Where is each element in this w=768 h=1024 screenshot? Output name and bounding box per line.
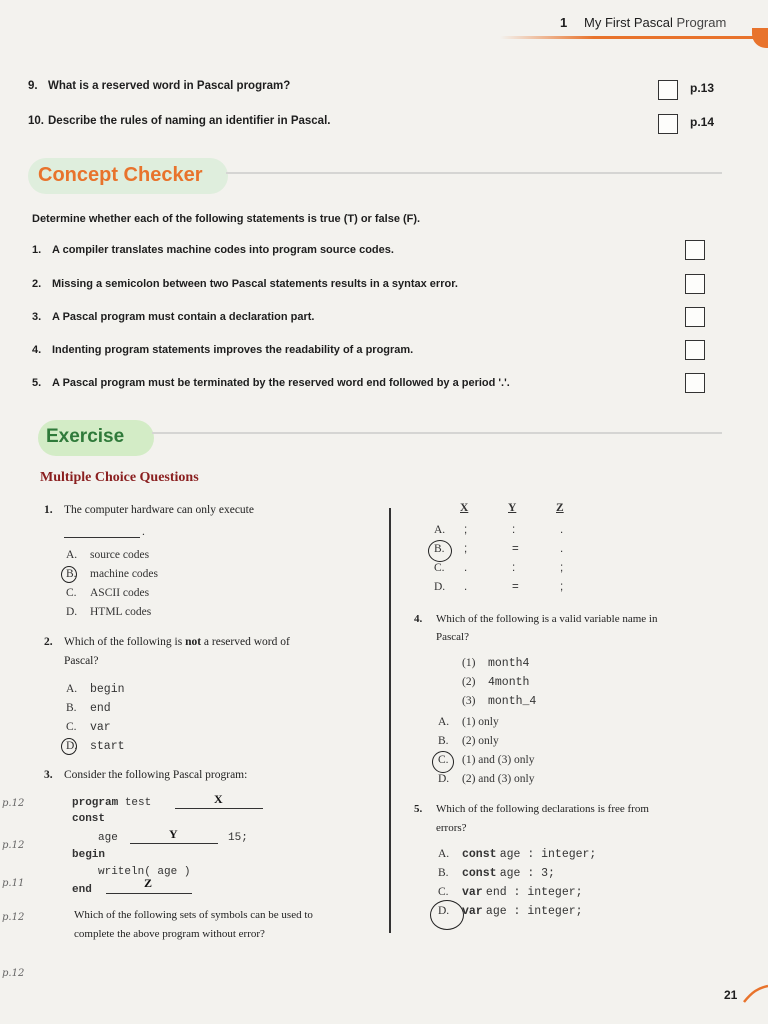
tf-statement-3: 3. A Pascal program must contain a declaration part. — [32, 311, 315, 323]
q3-a-x: ; — [464, 524, 468, 536]
margin-note: p.12 — [2, 798, 25, 809]
page-ref: p.13 — [690, 81, 715, 95]
q3-c-z: ; — [560, 562, 564, 574]
code-line-6: end — [72, 884, 92, 896]
answer-circle — [61, 738, 77, 755]
blank-period: . — [142, 526, 145, 538]
banner-rule — [226, 172, 722, 174]
blank-y-label: Y — [169, 827, 178, 841]
q5-option-b[interactable]: B. const age : 3; — [438, 867, 555, 880]
mcq-q2: 2. Which of the following is not a reserved word of — [44, 636, 290, 648]
col-header-y: Y — [508, 502, 517, 514]
q5-option-c[interactable]: C. var end : integer; — [438, 886, 583, 899]
q4-option-d[interactable]: D. (2) and (3) only — [438, 773, 535, 785]
q5-option-a[interactable]: A. const age : integer; — [438, 848, 597, 861]
q3-c-x: . — [464, 562, 468, 574]
chapter-title — [584, 15, 726, 30]
tf-answer-box-2[interactable] — [685, 274, 705, 294]
q4-option-b[interactable]: B. (2) only — [438, 735, 499, 747]
q3-b-y: = — [512, 543, 519, 555]
q5-option-d[interactable]: D. var age : integer; — [438, 905, 583, 918]
code-line-3-value: 15; — [228, 832, 248, 844]
col-header-z: Z — [556, 502, 564, 514]
code-blank-y — [130, 843, 218, 844]
mcq-q5-line2: errors? — [436, 822, 467, 834]
code-line-3: age — [98, 832, 118, 844]
header-rule — [500, 36, 768, 39]
code-line-4: begin — [72, 849, 106, 861]
page-number: 21 — [724, 988, 738, 1002]
mcq-q4-line2: Pascal? — [436, 631, 469, 643]
mcq-q2-line2: Pascal? — [64, 655, 99, 667]
column-divider — [389, 508, 391, 933]
q3-d-z: ; — [560, 581, 564, 593]
q3-a-z: . — [560, 524, 564, 536]
blank-x-label: X — [214, 792, 223, 806]
mcq-q5: 5. Which of the following declarations is free from — [414, 803, 649, 815]
margin-note: p.12 — [2, 912, 25, 923]
q3-d-y: = — [512, 581, 519, 593]
mcq-q1: 1. The computer hardware can only execute — [44, 504, 254, 516]
header-corner-tab — [752, 28, 768, 48]
answer-blank — [64, 537, 140, 538]
answer-circle — [430, 900, 464, 930]
margin-note: p.12 — [2, 840, 25, 851]
margin-note: p.12 — [2, 968, 25, 979]
tf-statement-2: 2. Missing a semicolon between two Pascal statements results in a syntax error. — [32, 278, 458, 290]
chapter-number: 1 — [560, 15, 568, 30]
q4-option-c[interactable]: C. (1) and (3) only — [438, 754, 535, 766]
code-line-2: const — [72, 813, 106, 825]
page-corner-swoosh — [742, 984, 768, 1004]
review-question-10: 10. Describe the rules of naming an identifier in Pascal. — [28, 115, 331, 127]
code-line-1: program test — [72, 797, 152, 809]
q3-after-1: Which of the following sets of symbols can be used to — [74, 909, 313, 921]
tf-statement-1: 1. A compiler translates machine codes into program source codes. — [32, 244, 394, 256]
tf-answer-box-5[interactable] — [685, 373, 705, 393]
review-checkbox-9[interactable] — [658, 80, 678, 100]
col-header-x: X — [460, 502, 469, 514]
concept-instruction: Determine whether each of the following statements is true (T) or false (F). — [32, 213, 421, 225]
q1-option-b[interactable]: B. machine codes — [66, 568, 159, 580]
q1-option-c[interactable]: C. ASCII codes — [66, 587, 150, 599]
answer-circle — [432, 751, 454, 773]
code-blank-z — [106, 893, 192, 894]
tf-answer-box-1[interactable] — [685, 240, 705, 260]
exercise-title: Exercise — [46, 426, 125, 447]
chapter-title-main: My First Pascal — [584, 15, 673, 30]
tf-statement-5: 5. A Pascal program must be terminated by the reserved word end followed by a period '.'. — [32, 377, 510, 389]
mcq-heading: Multiple Choice Questions — [40, 470, 199, 485]
q1-option-a[interactable]: A. source codes — [66, 549, 150, 561]
q1-option-d[interactable]: D. HTML codes — [66, 606, 152, 618]
q3-option-b[interactable]: B. — [434, 543, 445, 555]
banner-rule — [152, 432, 722, 434]
page-ref: p.14 — [690, 115, 715, 129]
q3-option-c[interactable]: C. — [434, 562, 445, 574]
q3-after-2: complete the above program without error? — [74, 928, 265, 940]
q3-b-x: ; — [464, 543, 468, 555]
q3-c-y: : — [512, 562, 516, 574]
blank-z-label: Z — [144, 876, 153, 890]
q2-option-a[interactable]: A. begin — [66, 683, 125, 696]
concept-checker-title: Concept Checker — [38, 164, 203, 186]
answer-circle — [428, 540, 452, 562]
q3-option-d[interactable]: D. — [434, 581, 446, 593]
review-question-9: 9. What is a reserved word in Pascal program? — [28, 80, 291, 92]
chapter-title-end: Program — [676, 15, 727, 30]
q4-item-2: (2) 4month — [462, 676, 530, 689]
q3-b-z: . — [560, 543, 564, 555]
tf-answer-box-4[interactable] — [685, 340, 705, 360]
code-line-5: writeln( age ) — [98, 866, 191, 878]
mcq-q3: 3. Consider the following Pascal program: — [44, 769, 248, 781]
q2-option-b[interactable]: B. end — [66, 702, 111, 715]
q4-item-1: (1) month4 — [462, 657, 530, 670]
review-checkbox-10[interactable] — [658, 114, 678, 134]
tf-statement-4: 4. Indenting program statements improves the readability of a program. — [32, 344, 414, 356]
answer-circle — [61, 566, 77, 583]
q3-d-x: . — [464, 581, 468, 593]
q2-option-d[interactable]: D. start — [66, 740, 125, 753]
q4-option-a[interactable]: A. (1) only — [438, 716, 499, 728]
q2-option-c[interactable]: C. var — [66, 721, 111, 734]
margin-note: p.11 — [2, 878, 25, 889]
code-blank-x — [175, 808, 263, 809]
tf-answer-box-3[interactable] — [685, 307, 705, 327]
q4-item-3: (3) month_4 — [462, 695, 537, 708]
mcq-q4: 4. Which of the following is a valid variable name in — [414, 613, 658, 625]
q3-a-y: : — [512, 524, 516, 536]
q3-option-a[interactable]: A. — [434, 524, 446, 536]
